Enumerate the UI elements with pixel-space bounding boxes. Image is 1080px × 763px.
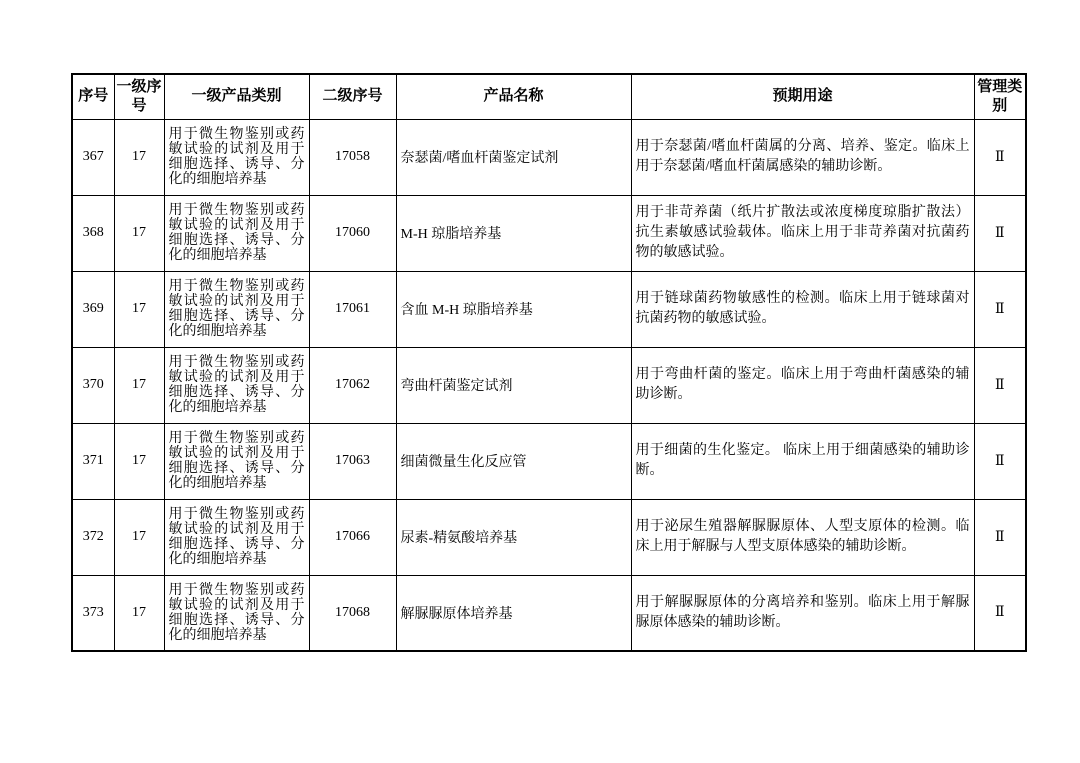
table-row: [72, 423, 1026, 499]
cell-category: 用于微生物鉴别或药敏试验的试剂及用于细胞选择、诱导、分化的细胞培养基: [164, 423, 309, 499]
cell-category: 用于微生物鉴别或药敏试验的试剂及用于细胞选择、诱导、分化的细胞培养基: [164, 119, 309, 195]
table-row: [72, 195, 1026, 271]
cell-use: 用于弯曲杆菌的鉴定。临床上用于弯曲杆菌感染的辅助诊断。: [631, 347, 974, 423]
cell-class: Ⅱ: [974, 271, 1026, 347]
table-row: [72, 119, 1026, 195]
table-row: [72, 347, 1026, 423]
cell-no: 373: [72, 575, 114, 651]
cell-use: 用于奈瑟菌/嗜血杆菌属的分离、培养、鉴定。临床上用于奈瑟菌/嗜血杆菌属感染的辅助诊断。: [631, 119, 974, 195]
cell-level2_no: 17068: [309, 575, 396, 651]
cell-category: 用于微生物鉴别或药敏试验的试剂及用于细胞选择、诱导、分化的细胞培养基: [164, 575, 309, 651]
header-level2-no: 二级序号: [309, 74, 396, 119]
cell-level1_no: 17: [114, 347, 164, 423]
cell-no: 370: [72, 347, 114, 423]
header-serial-no: 序号: [72, 74, 114, 119]
cell-level1_no: 17: [114, 119, 164, 195]
table-row: [72, 575, 1026, 651]
cell-product: 奈瑟菌/嗜血杆菌鉴定试剂: [396, 119, 631, 195]
header-product-name: 产品名称: [396, 74, 631, 119]
cell-category: 用于微生物鉴别或药敏试验的试剂及用于细胞选择、诱导、分化的细胞培养基: [164, 195, 309, 271]
cell-class: Ⅱ: [974, 195, 1026, 271]
cell-product: M-H 琼脂培养基: [396, 195, 631, 271]
cell-no: 367: [72, 119, 114, 195]
cell-product: 细菌微量生化反应管: [396, 423, 631, 499]
cell-use: 用于解脲脲原体的分离培养和鉴别。临床上用于解脲脲原体感染的辅助诊断。: [631, 575, 974, 651]
table-header: [72, 74, 1026, 119]
product-catalog-table: [71, 73, 1027, 652]
table-body: [72, 119, 1026, 651]
cell-class: Ⅱ: [974, 575, 1026, 651]
cell-no: 368: [72, 195, 114, 271]
cell-level2_no: 17062: [309, 347, 396, 423]
cell-no: 371: [72, 423, 114, 499]
cell-class: Ⅱ: [974, 423, 1026, 499]
cell-level2_no: 17061: [309, 271, 396, 347]
cell-category: 用于微生物鉴别或药敏试验的试剂及用于细胞选择、诱导、分化的细胞培养基: [164, 347, 309, 423]
cell-level1_no: 17: [114, 423, 164, 499]
header-management-class: 管理类别: [974, 74, 1026, 119]
table-row: [72, 499, 1026, 575]
cell-product: 尿素-精氨酸培养基: [396, 499, 631, 575]
cell-product: 解脲脲原体培养基: [396, 575, 631, 651]
cell-use: 用于非苛养菌（纸片扩散法或浓度梯度琼脂扩散法）抗生素敏感试验载体。临床上用于非苛养菌对抗菌药物的敏感试验。: [631, 195, 974, 271]
cell-level1_no: 17: [114, 499, 164, 575]
cell-use: 用于链球菌药物敏感性的检测。临床上用于链球菌对抗菌药物的敏感试验。: [631, 271, 974, 347]
cell-no: 372: [72, 499, 114, 575]
header-intended-use: 预期用途: [631, 74, 974, 119]
cell-use: 用于泌尿生殖器解脲脲原体、人型支原体的检测。临床上用于解脲与人型支原体感染的辅助诊断。: [631, 499, 974, 575]
cell-class: Ⅱ: [974, 119, 1026, 195]
cell-level1_no: 17: [114, 271, 164, 347]
cell-use: 用于细菌的生化鉴定。 临床上用于细菌感染的辅助诊断。: [631, 423, 974, 499]
header-level1-no: 一级序号: [114, 74, 164, 119]
cell-no: 369: [72, 271, 114, 347]
cell-level2_no: 17063: [309, 423, 396, 499]
cell-level1_no: 17: [114, 575, 164, 651]
cell-product: 弯曲杆菌鉴定试剂: [396, 347, 631, 423]
cell-class: Ⅱ: [974, 499, 1026, 575]
cell-level2_no: 17066: [309, 499, 396, 575]
cell-level2_no: 17058: [309, 119, 396, 195]
cell-level2_no: 17060: [309, 195, 396, 271]
cell-class: Ⅱ: [974, 347, 1026, 423]
cell-category: 用于微生物鉴别或药敏试验的试剂及用于细胞选择、诱导、分化的细胞培养基: [164, 271, 309, 347]
table-header-row: [72, 74, 1026, 119]
cell-level1_no: 17: [114, 195, 164, 271]
header-level1-category: 一级产品类别: [164, 74, 309, 119]
cell-category: 用于微生物鉴别或药敏试验的试剂及用于细胞选择、诱导、分化的细胞培养基: [164, 499, 309, 575]
table-row: [72, 271, 1026, 347]
cell-product: 含血 M-H 琼脂培养基: [396, 271, 631, 347]
